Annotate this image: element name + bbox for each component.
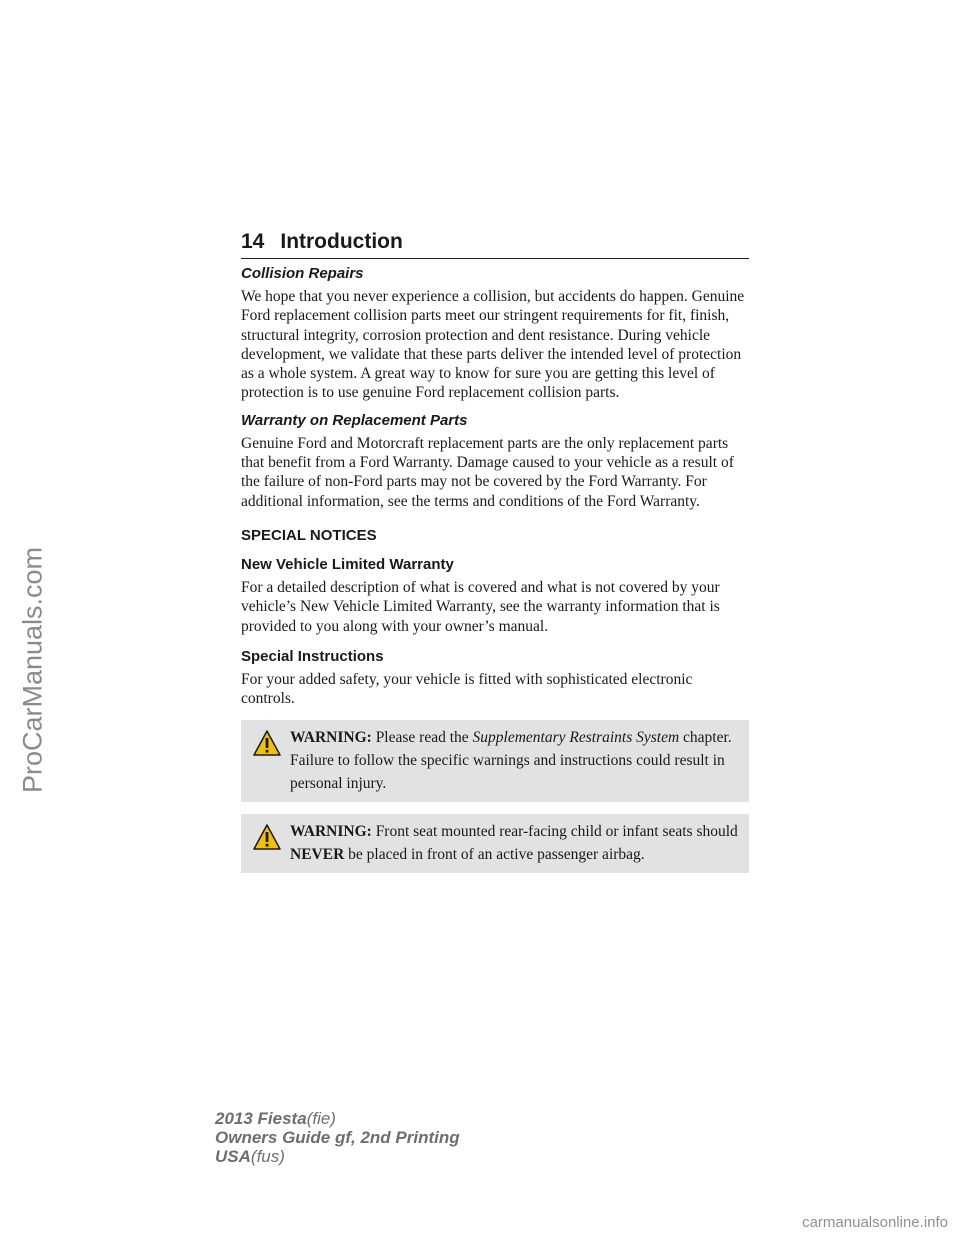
warning-text: Front seat mounted rear-facing child or infant seats should	[375, 823, 738, 841]
warning-text: Please read the	[375, 729, 469, 747]
footer-market: USA	[215, 1147, 251, 1166]
warning-text: chapter. Failure to follow the specific warnings and instructions could result in personal injury.	[290, 729, 732, 793]
watermark-text: ProCarManuals.com	[17, 546, 48, 794]
footer-guide: Owners Guide gf, 2nd Printing	[215, 1128, 460, 1147]
warning-text: be placed in front of an active passenger airbag.	[348, 846, 645, 864]
collision-paragraph: We hope that you never experience a collision, but accidents do happen. Genuine Ford replacement collision parts meet our stringent requirements for fit, finish, structural integrity, corrosion protection and dent resistance. During vehicle development, we validate that these parts deliver the intended level of protection as a whole system. A great way to know for sure you are getting this level of protection is to use genuine Ford replacement collision parts.	[241, 288, 745, 402]
warning-box-1	[241, 720, 749, 802]
side-watermark	[8, 480, 58, 860]
site-watermark: carmanualsonline.info	[802, 1214, 948, 1231]
manual-page	[241, 230, 749, 885]
footer-market-code: (fus)	[250, 1147, 285, 1166]
warning-triangle-icon	[253, 824, 281, 850]
print-footer	[215, 1109, 460, 1166]
warning-text-2	[290, 820, 739, 866]
warning-triangle-icon	[253, 730, 281, 756]
warranty-paragraph: Genuine Ford and Motorcraft replacement parts are the only replacement parts that benefit from a Ford Warranty. Damage caused to your vehicle as a result of the failure of non-Ford parts may not be covered by the Ford Warranty. For additional information, see the terms and conditions of the Ford Warranty.	[241, 434, 734, 510]
collision-heading: Collision Repairs	[241, 265, 364, 282]
warning-text-1	[290, 726, 739, 795]
page-number: 14	[241, 230, 265, 253]
warning-label: WARNING:	[290, 729, 372, 747]
warranty-heading: Warranty on Replacement Parts	[241, 411, 468, 429]
chapter-title: Introduction	[280, 230, 403, 253]
warning-box-2	[241, 814, 749, 873]
special-notices-heading: SPECIAL NOTICES	[241, 526, 377, 544]
chapter-reference: Supplementary Restraints System	[472, 729, 680, 747]
new-vehicle-paragraph: For a detailed description of what is covered and what is not covered by your vehicle’s New Vehicle Limited Warranty, see the warranty information that is provided to you along with your owner’s manual.	[241, 578, 720, 635]
footer-model-code: (fie)	[306, 1109, 336, 1128]
new-vehicle-heading: New Vehicle Limited Warranty	[241, 555, 454, 573]
special-instructions-heading: Special Instructions	[241, 647, 384, 665]
emphasis-never: NEVER	[290, 846, 345, 864]
footer-model: 2013 Fiesta	[215, 1109, 307, 1128]
special-instructions-paragraph: For your added safety, your vehicle is fitted with sophisticated electronic controls.	[241, 670, 693, 708]
warning-label: WARNING:	[290, 823, 372, 841]
page-header	[241, 230, 749, 259]
